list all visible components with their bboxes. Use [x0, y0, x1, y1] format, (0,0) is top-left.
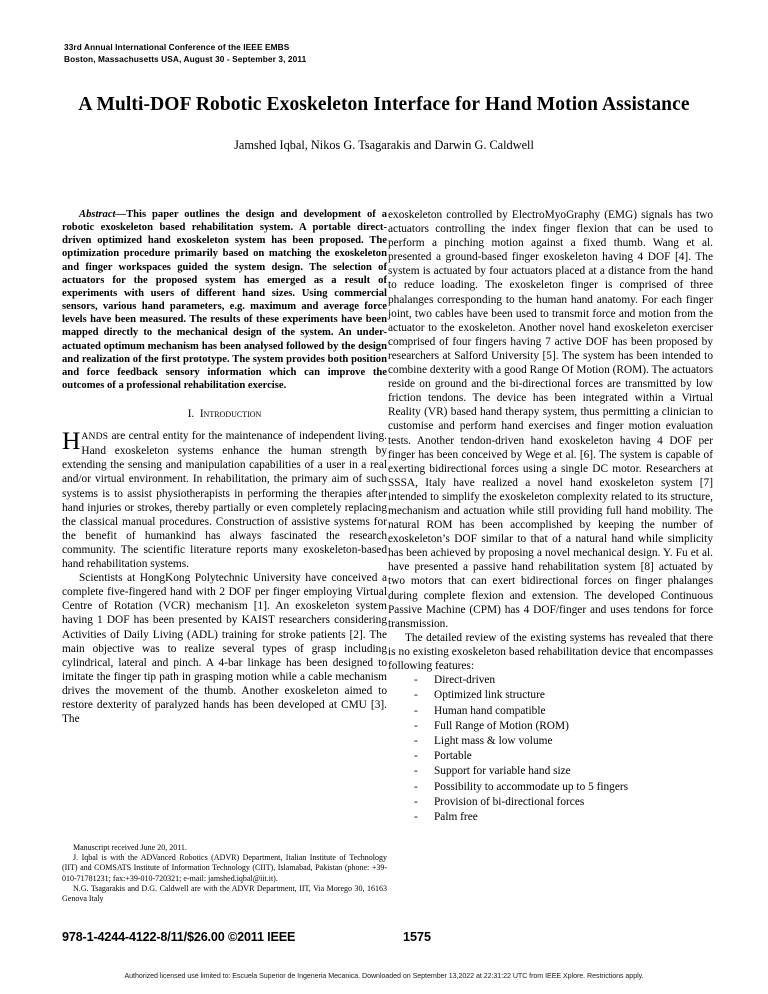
conference-header — [64, 42, 584, 65]
author-list: Jamshed Iqbal, Nikos G. Tsagarakis and Darwin G. Caldwell — [234, 138, 534, 152]
conference-location-date: Boston, Massachusetts USA, August 30 - September 3, 2011 — [64, 53, 307, 64]
list-item — [388, 688, 713, 703]
abstract-label: Abstract— — [79, 209, 127, 220]
footnote-manuscript-date: Manuscript received June 20, 2011. — [73, 843, 187, 852]
bullet-dash-icon: - — [414, 674, 418, 687]
list-item-label: Human hand compatible — [434, 704, 546, 717]
feature-list — [388, 673, 713, 825]
isbn-text: 978-1-4244-4122-8/11/$26.00 ©2011 IEEE — [62, 930, 296, 944]
list-item-label: Support for variable hand size — [434, 765, 571, 778]
list-item — [388, 795, 713, 810]
list-item-label: Provision of bi-directional forces — [434, 795, 585, 808]
intro-paragraph-2-continued: exoskeleton controlled by ElectroMyoGraphy (EMG) signals has two actuators controlling the index finger flexion that can be used to perform a pinching motion against a fixed thumb. Wang et al. presented a ground-based finger exoskeleton having 4 DOF [4]. The system is actuated by four actuators placed at a distance from the hand to reduce loading. The exoskeleton finger is comprised of three phalanges corresponding to the human hand anatomy. For each finger joint, two cables have been used to transmit force and motion from the actuator to the exoskeleton. Another novel hand exoskeleton exerciser comprised of four fingers having 7 active DOF has been proposed by researchers at Salford University [5]. The system has been intended to combine dexterity with a good Range Of Motion (ROM). The actuators reside on ground and the bi-directional forces are transmitted by low friction tendons. The device has been integrated within a Virtual Reality (VR) based hand therapy system, thus permitting a clinician to customise and perform hand exercises and finger motion evaluation tests. Another tendon-driven hand exoskeleton having 4 DOF per finger has been conceived by Wege et al. [6]. The system is capable of exerting bidirectional forces using a single DC motor. Researchers at SSSA, Italy have realized a novel hand exoskeleton system [7] intended to simplify the exoskeleton complexity related to its structure, mechanism and actuation while still providing full hand mobility. The natural ROM has been accomplished by keeping the number of exoskeleton’s DOF similar to that of a natural hand while simplicity has been achieved by proposing a novel mechanical design. Y. Fu et al. have presented a passive hand rehabilitation system [8] actuated by two motors that can exert bidirectional forces on finger phalanges during complete flexion and extension. The developed Continuous Passive Machine (CPM) has 4 DOF/finger and uses tendons for force transmission. — [388, 209, 713, 630]
list-item-label: Portable — [434, 750, 472, 763]
bullet-dash-icon: - — [414, 810, 418, 823]
intro-paragraph-1-text: are central entity for the maintenance of independent living. Hand exoskeleton systems enhance the human strength by extending the sensing and manipulation capabilities of a user in a real and/or virtual environment. In rehabilitation, the primary aim of such systems is to assist physiotherapists in performing the therapies after hand injuries or strokes, thereby partially or even completely replacing the classical manual procedures. Construction of assistive systems for the benefit of humankind has always fascinated the research community. The scientific literature reports many exoskeleton-based hand rehabilitation systems. — [62, 430, 387, 571]
title-block — [64, 92, 704, 153]
list-item-label: Optimized link structure — [434, 689, 545, 702]
section-heading-introduction — [62, 392, 387, 429]
page-number: 1575 — [403, 930, 432, 944]
list-item — [388, 780, 713, 795]
list-item-label: Possibility to accommodate up to 5 fingers — [434, 780, 629, 793]
intro-paragraph-1 — [62, 426, 387, 571]
xplore-license-notice: Authorized licensed use limited to: Escuela Superior de Ingeneria Mecanica. Downloaded on September 13,2022 at 22:31:22 UTC from IEEE Xplore. Restrictions apply. — [124, 972, 644, 980]
bullet-dash-icon: - — [414, 734, 418, 747]
bullet-dash-icon: - — [414, 719, 418, 732]
page-title: A Multi-DOF Robotic Exoskeleton Interface for Hand Motion Assistance — [78, 94, 690, 115]
bullet-dash-icon: - — [414, 689, 418, 702]
bullet-dash-icon: - — [414, 750, 418, 763]
footnote-block — [62, 843, 387, 904]
bullet-dash-icon: - — [414, 780, 418, 793]
isbn-footer — [62, 930, 482, 944]
list-item-label: Palm free — [434, 810, 478, 823]
section-number: I. — [187, 408, 195, 421]
list-item-label: Direct-driven — [434, 674, 496, 687]
list-item — [388, 704, 713, 719]
right-column — [388, 208, 713, 825]
abstract-text: This paper outlines the design and development of a robotic exoskeleton based rehabilitation system. A portable direct-driven optimized hand exoskeleton system has been proposed. The optimization procedure primarily based on matching the exoskeleton and finger workspaces guided the system design. The selection of actuators for the proposed system has emerged as a result of experiments with users of different hand sizes. Using commercial sensors, various hand parameters, e.g. maximum and average force levels have been measured. The results of these experiments have been mapped directly to the mechanical design of the system. An under-actuated optimum mechanism has been analysed followed by the design and realization of the first prototype. The system provides both position and force feedback sensory information which can improve the outcomes of a professional rehabilitation exercise. — [62, 209, 387, 392]
list-item — [388, 810, 713, 825]
abstract-paragraph — [62, 208, 387, 392]
intro-paragraph-2: Scientists at HongKong Polytechnic University have conceived a complete five-fingered hand with 2 DOF per finger employing Virtual Centre of Rotation (VCR) mechanism [1]. An exoskeleton system having 1 DOF has been presented by KAIST researchers considering Activities of Daily Living (ADL) training for stroke patients [2]. The main objective was to realize several types of grasp including cylindrical, lateral and pinch. A 4-bar linkage has been designed to imitate the finger tip path in grasping motion while a cable mechanism drives the movement of the thumb. Another exoskeleton aimed to restore dexterity of paralyzed hands has been developed at CMU [3]. The — [62, 572, 387, 726]
intro-paragraph-3: The detailed review of the existing systems has revealed that there is no existing exoskeleton based rehabilitation device that encompasses following features: — [388, 631, 713, 672]
list-item-label: Light mass & low volume — [434, 734, 553, 747]
intro-smallcaps-lead: ANDS — [81, 431, 109, 443]
section-title: Introduction — [199, 408, 262, 421]
bullet-dash-icon: - — [414, 704, 418, 717]
list-item — [388, 734, 713, 749]
list-item-label: Full Range of Motion (ROM) — [434, 719, 569, 732]
list-item — [388, 719, 713, 734]
list-item — [388, 673, 713, 688]
footnote-author-affiliation-2: N.G. Tsagarakis and D.G. Caldwell are with the ADVR Department, IIT, Via Morego 30, 16163 Genova Italy — [62, 883, 387, 904]
bullet-dash-icon: - — [414, 765, 418, 778]
left-column — [62, 208, 387, 726]
list-item — [388, 764, 713, 779]
drop-cap: H — [62, 426, 81, 456]
list-item — [388, 749, 713, 764]
conference-name: 33rd Annual International Conference of the IEEE EMBS — [64, 42, 290, 52]
bullet-dash-icon: - — [414, 795, 418, 808]
footnote-author-affiliation-1: J. Iqbal is with the ADVanced Robotics (ADVR) Department, Italian Institute of Technology (IIT) and COMSATS Institute of Information Technology (CIIT), Islamabad, Pakistan (phone: +39-010-71781231; fax:+39-010-720321; e-mail: jamshed.iqbal@iit.it). — [62, 853, 387, 883]
